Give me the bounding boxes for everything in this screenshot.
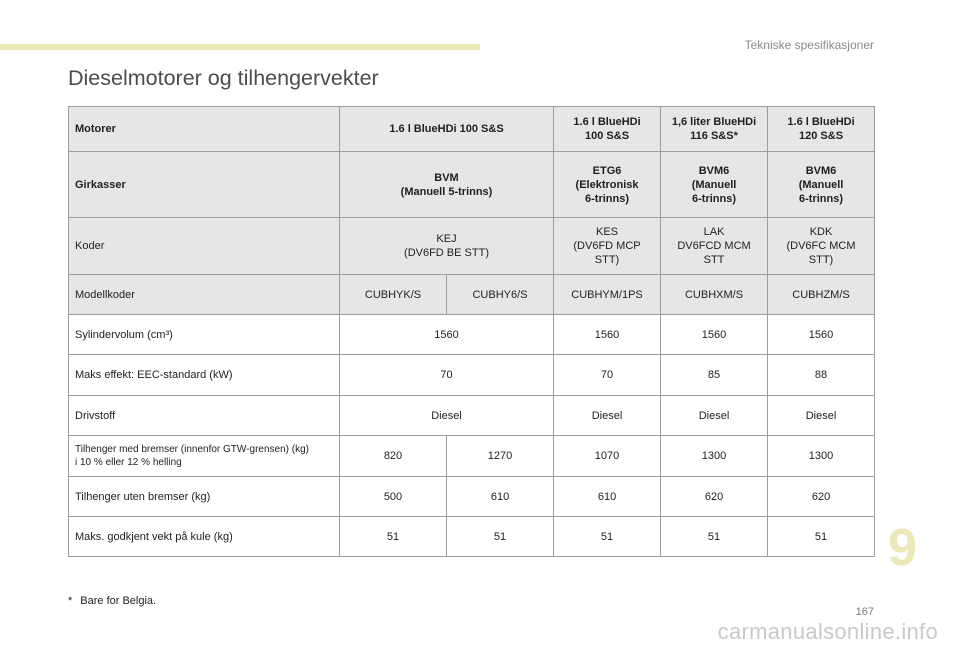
chapter-number: 9 (888, 519, 917, 577)
cell-kule-5: 51 (768, 517, 875, 557)
cell-tilhenger-uten-3: 610 (554, 477, 661, 517)
cell-koder-3: LAK DV6FCD MCM STT (661, 218, 768, 275)
cell-drivstoff-3: Diesel (661, 396, 768, 436)
row-label-kule: Maks. godkjent vekt på kule (kg) (69, 517, 340, 557)
table-row-motorer (69, 107, 875, 152)
cell-drivstoff-4: Diesel (768, 396, 875, 436)
cell-motorer-4: 1.6 l BlueHDi 120 S&S (768, 107, 875, 152)
row-label-koder: Koder (69, 218, 340, 275)
cell-effekt-4: 88 (768, 355, 875, 396)
cell-tilhenger-med-2: 1270 (447, 436, 554, 477)
cell-sylindervolum-3: 1560 (661, 315, 768, 355)
table-row-drivstoff (69, 396, 875, 436)
section-label: Tekniske spesifikasjoner (744, 38, 874, 52)
cell-modellkoder-4: CUBHXM/S (661, 275, 768, 315)
header-accent-bar (0, 44, 480, 50)
cell-sylindervolum-4: 1560 (768, 315, 875, 355)
cell-tilhenger-med-1: 820 (340, 436, 447, 477)
cell-kule-1: 51 (340, 517, 447, 557)
row-label-motorer: Motorer (69, 107, 340, 152)
row-label-modellkoder: Modellkoder (69, 275, 340, 315)
page-title: Dieselmotorer og tilhengervekter (68, 66, 379, 90)
table-row-effekt (69, 355, 875, 396)
row-label-tilhenger-uten-bremser: Tilhenger uten bremser (kg) (69, 477, 340, 517)
cell-kule-4: 51 (661, 517, 768, 557)
cell-sylindervolum-1: 1560 (340, 315, 554, 355)
cell-girkasser-3: BVM6 (Manuell 6-trinns) (661, 152, 768, 218)
cell-sylindervolum-2: 1560 (554, 315, 661, 355)
cell-koder-4: KDK (DV6FC MCM STT) (768, 218, 875, 275)
cell-girkasser-4: BVM6 (Manuell 6-trinns) (768, 152, 875, 218)
cell-effekt-2: 70 (554, 355, 661, 396)
footnote-text: Bare for Belgia. (80, 595, 157, 607)
table-row-tilhenger-uten-bremser (69, 477, 875, 517)
table-row-modellkoder (69, 275, 875, 315)
cell-modellkoder-1: CUBHYK/S (340, 275, 447, 315)
spec-table (68, 106, 875, 557)
table-row-sylindervolum (69, 315, 875, 355)
cell-drivstoff-2: Diesel (554, 396, 661, 436)
row-label-girkasser: Girkasser (69, 152, 340, 218)
table-row-tilhenger-med-bremser (69, 436, 875, 477)
cell-girkasser-2: ETG6 (Elektronisk 6-trinns) (554, 152, 661, 218)
cell-kule-2: 51 (447, 517, 554, 557)
footnote-mark: * (68, 595, 73, 607)
cell-motorer-2: 1.6 l BlueHDi 100 S&S (554, 107, 661, 152)
cell-tilhenger-med-3: 1070 (554, 436, 661, 477)
cell-tilhenger-uten-2: 610 (447, 477, 554, 517)
table-row-kule (69, 517, 875, 557)
row-label-effekt: Maks effekt: EEC-standard (kW) (69, 355, 340, 396)
cell-koder-2: KES (DV6FD MCP STT) (554, 218, 661, 275)
watermark-text: carmanualsonline.info (717, 619, 938, 644)
table-row-girkasser (69, 152, 875, 218)
cell-girkasser-1: BVM (Manuell 5-trinns) (340, 152, 554, 218)
cell-tilhenger-med-5: 1300 (768, 436, 875, 477)
cell-motorer-3: 1,6 liter BlueHDi 116 S&S* (661, 107, 768, 152)
cell-tilhenger-uten-1: 500 (340, 477, 447, 517)
row-label-sylindervolum: Sylindervolum (cm³) (69, 315, 340, 355)
cell-effekt-1: 70 (340, 355, 554, 396)
table-row-koder (69, 218, 875, 275)
cell-tilhenger-med-4: 1300 (661, 436, 768, 477)
cell-modellkoder-2: CUBHY6/S (447, 275, 554, 315)
cell-modellkoder-3: CUBHYM/1PS (554, 275, 661, 315)
cell-kule-3: 51 (554, 517, 661, 557)
page-number: 167 (855, 606, 874, 618)
cell-tilhenger-uten-5: 620 (768, 477, 875, 517)
cell-koder-1: KEJ (DV6FD BE STT) (340, 218, 554, 275)
cell-motorer-1: 1.6 l BlueHDi 100 S&S (340, 107, 554, 152)
cell-effekt-3: 85 (661, 355, 768, 396)
cell-drivstoff-1: Diesel (340, 396, 554, 436)
row-label-tilhenger-med-bremser: Tilhenger med bremser (innenfor GTW-grensen) (kg) i 10 % eller 12 % helling (69, 436, 340, 477)
row-label-drivstoff: Drivstoff (69, 396, 340, 436)
cell-tilhenger-uten-4: 620 (661, 477, 768, 517)
footnote (68, 595, 156, 607)
cell-modellkoder-5: CUBHZM/S (768, 275, 875, 315)
